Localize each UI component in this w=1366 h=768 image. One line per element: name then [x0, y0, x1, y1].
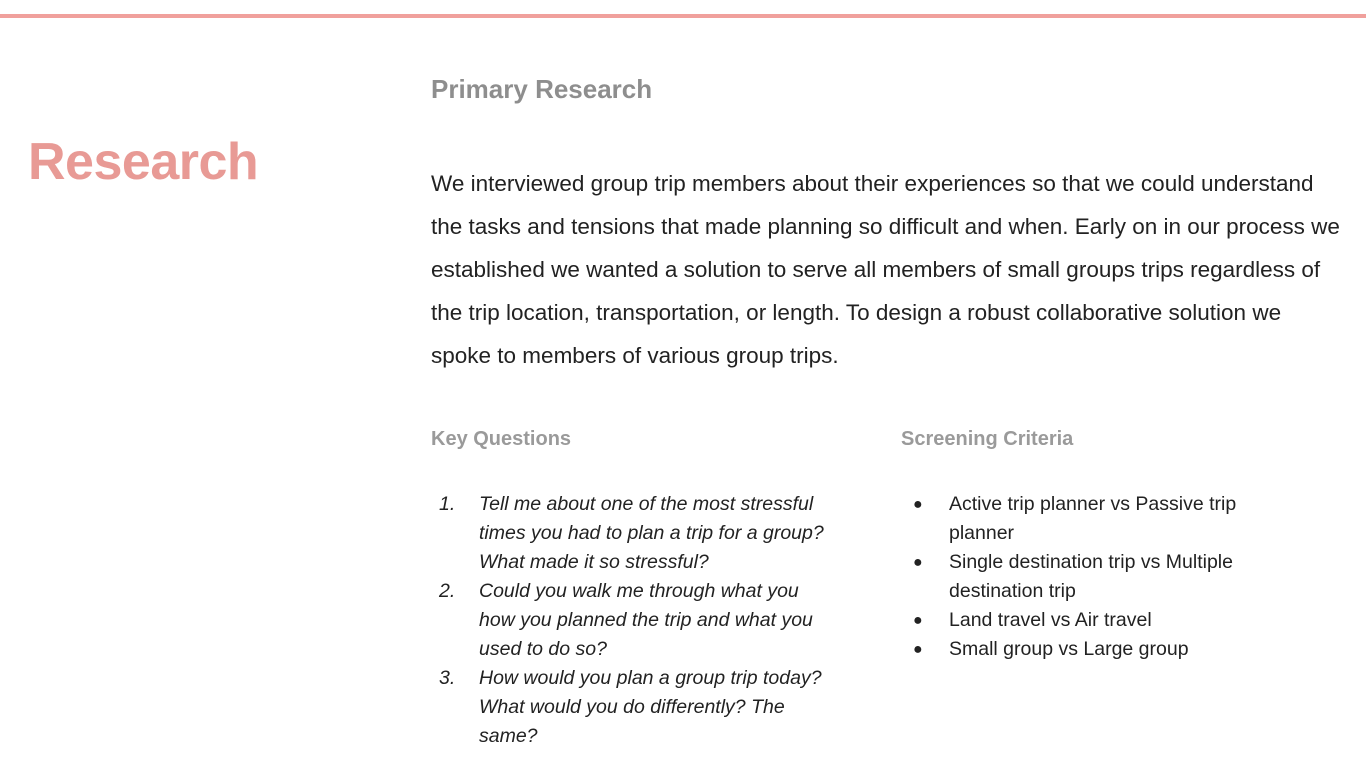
list-item-text: How would you plan a group trip today? What would you do differently? The same? [479, 667, 822, 747]
list-item [901, 606, 1321, 635]
intro-paragraph: We interviewed group trip members about their experiences so that we could understand the tasks and tensions that made planning so difficult and when. Early on in our process we established we wanted a solution to serve all members of small groups trips regardless of the trip location, transportation, or length. To design a robust collaborative solution we spoke to members of various group trips. [431, 171, 1340, 368]
bullet-icon: ● [913, 612, 923, 629]
list-item [901, 635, 1321, 664]
list-item [431, 490, 851, 577]
list-item [431, 664, 851, 751]
list-item-text: Single destination trip vs Multiple destination trip [949, 551, 1233, 602]
list-item-text: Land travel vs Air travel [949, 609, 1152, 631]
list-item [901, 490, 1321, 548]
screening-criteria-heading: Screening Criteria [901, 428, 1074, 450]
bullet-icon: ● [913, 641, 923, 658]
list-item-text: Small group vs Large group [949, 638, 1189, 660]
list-item-text: Tell me about one of the most stressful times you had to plan a trip for a group? What made it so stressful? [479, 493, 824, 573]
list-item-text: Could you walk me through what you how you planned the trip and what you used to do so? [479, 580, 813, 660]
list-item-number: 1. [439, 493, 456, 515]
top-accent-rule [0, 14, 1366, 18]
list-item-number: 3. [439, 667, 456, 689]
list-item [901, 548, 1321, 606]
list-item-number: 2. [439, 580, 456, 602]
bullet-icon: ● [913, 554, 923, 571]
list-item-text: Active trip planner vs Passive trip planner [949, 493, 1237, 544]
slide-title: Research [28, 133, 259, 191]
key-questions-heading: Key Questions [431, 428, 572, 450]
section-heading: Primary Research [431, 74, 653, 104]
screening-criteria-list [901, 490, 1321, 664]
bullet-icon: ● [913, 496, 923, 513]
key-questions-list [431, 490, 851, 751]
list-item [431, 577, 851, 664]
